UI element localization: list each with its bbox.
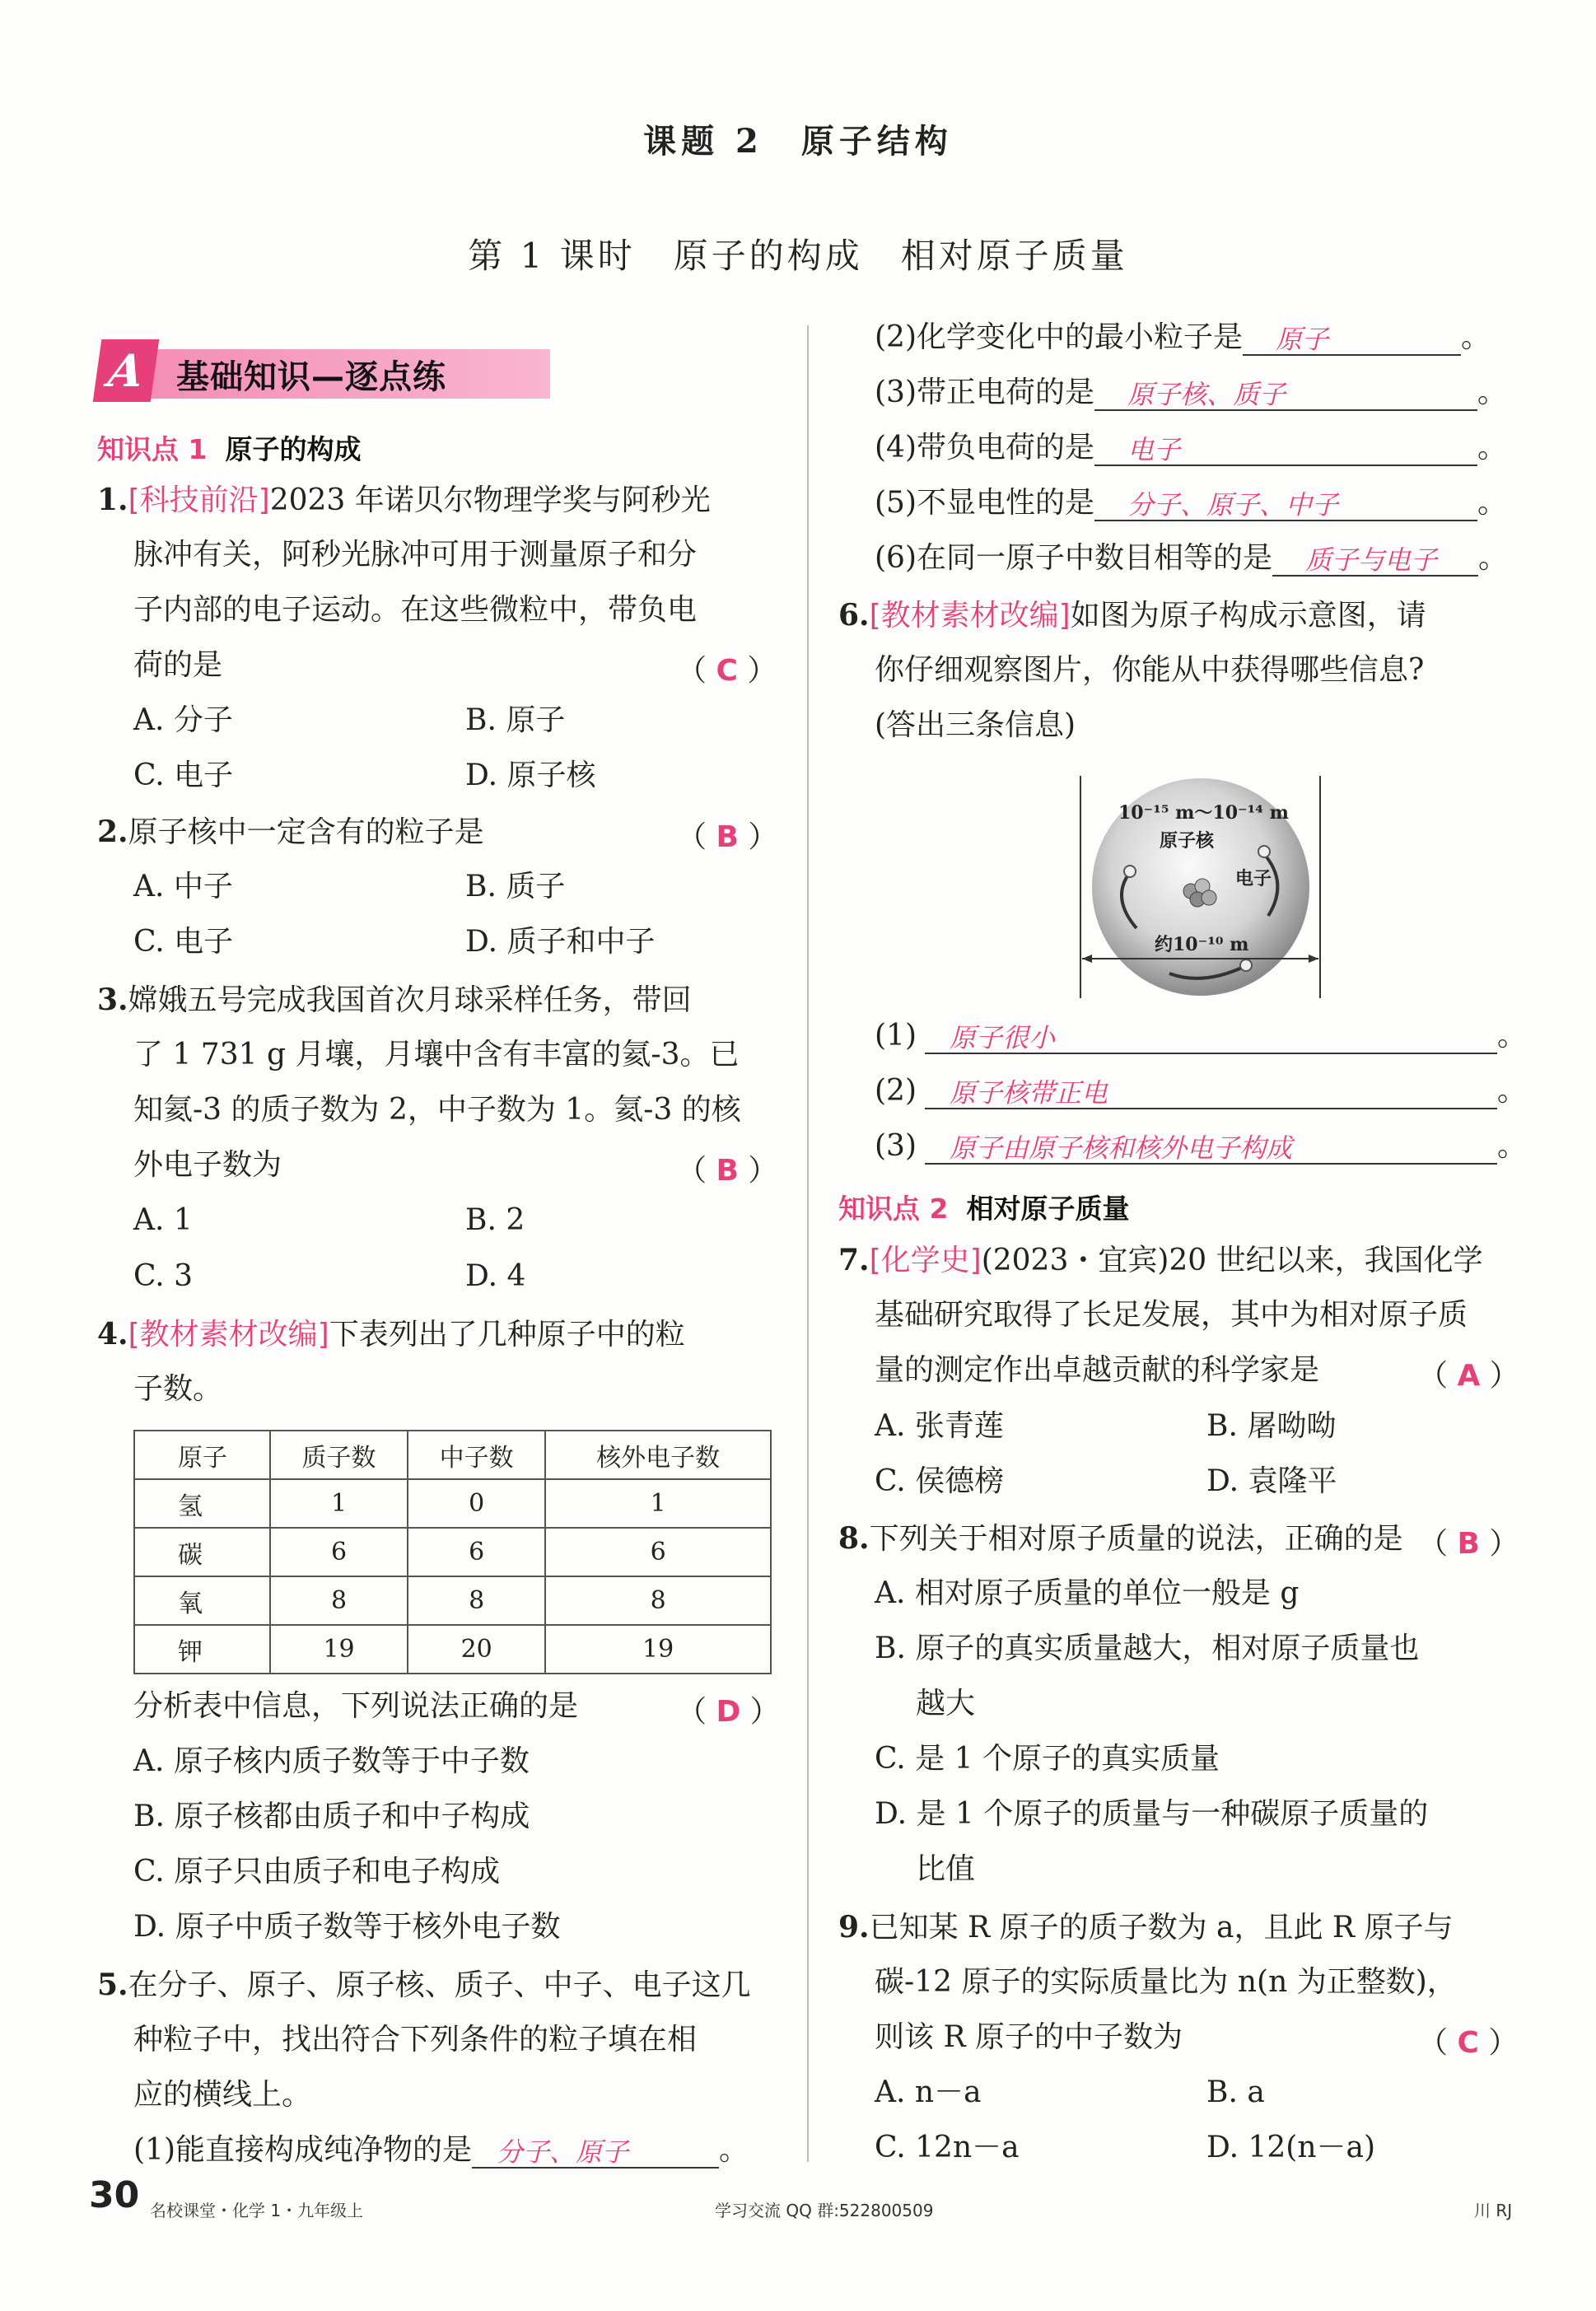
question-tag: [科技前沿] <box>128 483 270 517</box>
handwritten-answer: 电子 <box>1127 434 1181 465</box>
option: B. 屠呦呦 <box>1206 1409 1337 1443</box>
question-7: 7.[化学史](2023・宜宾)20 世纪以来，我国化学 <box>838 1243 1483 1277</box>
answer-blank <box>925 1020 1497 1054</box>
question-text: 则该 R 原子的中子数为 <box>875 2020 1183 2054</box>
table-row <box>134 1625 771 1674</box>
answer-blank <box>1094 376 1477 411</box>
particle-table <box>133 1430 772 1674</box>
fill-item: (2) 原子核带正电 。 <box>875 1074 1528 1109</box>
table-cell: 碳 <box>134 1528 270 1576</box>
question-text: (答出三条信息) <box>875 708 1076 742</box>
table-header-row <box>134 1431 771 1479</box>
fill-item: (3) 原子由原子核和核外电子构成 。 <box>875 1129 1528 1164</box>
handwritten-answer: 原子很小 <box>950 1022 1056 1053</box>
edition-mark: 川 RJ <box>1474 2201 1513 2220</box>
handwritten-answer: 分子、原子、中子 <box>1127 489 1339 521</box>
table-cell: 6 <box>545 1528 771 1576</box>
option: 越大 <box>916 1687 976 1720</box>
option: B. 质子 <box>465 870 566 903</box>
question-text: 基础研究取得了长足发展，其中为相对原子质 <box>875 1298 1468 1332</box>
option: D. 4 <box>465 1259 526 1293</box>
question-9: 9.已知某 R 原子的质子数为 a，且此 R 原子与 <box>838 1910 1454 1945</box>
section-title: 第 1 课时 原子的构成 相对原子质量 <box>468 236 1128 276</box>
answer-choice: B <box>716 820 739 854</box>
question-text: 荷的是 <box>133 648 223 682</box>
option: D. 袁隆平 <box>1206 1464 1337 1498</box>
answer-blank <box>925 1075 1497 1109</box>
table-row <box>134 1576 771 1625</box>
table-cell: 19 <box>270 1625 408 1674</box>
option: A. 1 <box>133 1203 193 1237</box>
answer-blank <box>1243 321 1461 356</box>
answer-choice: B <box>716 1154 739 1188</box>
question-text: 子内部的电子运动。在这些微粒中，带负电 <box>133 593 698 627</box>
banner-title: 基础知识—逐点练 <box>176 358 446 396</box>
question-8: 8.下列关于相对原子质量的说法，正确的是 <box>838 1521 1403 1556</box>
table-cell: 氢 <box>134 1479 270 1528</box>
table-cell: 19 <box>545 1625 771 1674</box>
option: D. 质子和中子 <box>465 925 656 959</box>
answer-choice: B <box>1457 1527 1480 1561</box>
option: A. 相对原子质量的单位一般是 g <box>875 1576 1300 1610</box>
banner-badge: A <box>93 339 160 402</box>
question-6: 6.[教材素材改编]如图为原子构成示意图，请 <box>838 598 1426 633</box>
answer-blank <box>925 1130 1497 1165</box>
question-3: 3.嫦娥五号完成我国首次月球采样任务，带回 <box>97 983 692 1017</box>
handwritten-answer: 原子 <box>1276 324 1329 355</box>
question-text: 知氦-3 的质子数为 2，中子数为 1。氦-3 的核 <box>133 1093 741 1127</box>
column-divider <box>807 325 809 2162</box>
answer-bracket: （ A ） <box>1418 1359 1519 1393</box>
answer-choice: C <box>1457 2026 1479 2060</box>
question-text: 你仔细观察图片，你能从中获得哪些信息? <box>875 653 1425 687</box>
book-title: 名校课堂・化学 1・九年级上 <box>150 2201 364 2220</box>
fill-item: (4)带负电荷的是 电子 。 <box>875 431 1508 465</box>
option: B. 原子 <box>465 703 566 737</box>
handwritten-answer: 质子与电子 <box>1305 544 1438 576</box>
answer-blank <box>472 2134 719 2169</box>
option: A. 分子 <box>133 703 233 737</box>
answer-bracket: （ B ） <box>677 820 778 854</box>
question-text: 外电子数为 <box>133 1148 282 1182</box>
lesson-title: 课题 2 原子结构 <box>643 122 953 161</box>
question-text: 脉冲有关，阿秒光脉冲可用于测量原子和分 <box>133 538 698 572</box>
question-text: 量的测定作出卓越贡献的科学家是 <box>875 1353 1320 1387</box>
table-cell: 1 <box>545 1479 771 1528</box>
option: D. 是 1 个原子的质量与一种碳原子质量的 <box>875 1797 1429 1831</box>
fill-item: (6)在同一原子中数目相等的是 质子与电子 。 <box>875 541 1509 576</box>
option: C. 电子 <box>133 759 234 792</box>
handwritten-answer: 原子由原子核和核外电子构成 <box>950 1132 1293 1164</box>
answer-bracket: （ B ） <box>677 1154 778 1188</box>
option: D. 原子中质子数等于核外电子数 <box>133 1910 561 1944</box>
kp-title: 原子的构成 <box>225 433 362 465</box>
option: A. 中子 <box>133 870 233 903</box>
nucleus-size-label: 10⁻¹⁵ m～10⁻¹⁴ m <box>1118 802 1289 824</box>
option: D. 12(n－a) <box>1206 2131 1376 2164</box>
fill-item: (1) 原子很小 。 <box>875 1019 1528 1053</box>
question-text: 种粒子中，找出符合下列条件的粒子填在相 <box>133 2023 698 2057</box>
kp-label: 知识点 1 <box>97 433 208 465</box>
nucleus-label: 原子核 <box>1160 830 1215 852</box>
fill-item: (2)化学变化中的最小粒子是 原子 。 <box>875 320 1491 355</box>
question-text: 应的横线上。 <box>133 2078 312 2112</box>
question-text: 分析表中信息，下列说法正确的是 <box>133 1689 579 1723</box>
question-tag: [教材素材改编] <box>869 599 1071 633</box>
answer-bracket: （ B ） <box>1418 1527 1519 1561</box>
option: B. a <box>1206 2075 1265 2109</box>
atom-size-label: 约10⁻¹⁰ m <box>1155 934 1249 955</box>
question-text: 子数。 <box>133 1372 223 1406</box>
knowledge-point-2 <box>838 1188 1129 1226</box>
question-tag: [化学史] <box>869 1244 982 1277</box>
option: B. 原子核都由质子和中子构成 <box>133 1800 530 1833</box>
table-row <box>134 1528 771 1576</box>
table-cell: 氧 <box>134 1576 270 1625</box>
answer-choice: D <box>716 1695 741 1729</box>
answer-choice: C <box>716 654 738 688</box>
answer-blank <box>1272 542 1478 577</box>
table-cell: 6 <box>408 1528 545 1576</box>
qq-group: 学习交流 QQ 群:522800509 <box>715 2201 934 2220</box>
table-cell: 8 <box>408 1576 545 1625</box>
option: B. 原子的真实质量越大，相对原子质量也 <box>875 1632 1420 1665</box>
kp-title: 相对原子质量 <box>966 1193 1130 1225</box>
table-cell: 20 <box>408 1625 545 1674</box>
option: C. 12n－a <box>875 2131 1020 2164</box>
handwritten-answer: 原子核、质子 <box>1127 379 1286 410</box>
atom-diagram <box>1079 776 1322 998</box>
column-header: 质子数 <box>270 1431 408 1479</box>
option: 比值 <box>916 1852 976 1886</box>
electron-label: 电子 <box>1235 868 1272 889</box>
answer-blank <box>1094 487 1477 521</box>
option: A. 原子核内质子数等于中子数 <box>133 1744 530 1778</box>
knowledge-point-1 <box>97 428 361 467</box>
option: C. 原子只由质子和电子构成 <box>133 1855 501 1888</box>
question-4: 4.[教材素材改编]下表列出了几种原子中的粒 <box>97 1317 685 1352</box>
answer-choice: A <box>1457 1359 1481 1393</box>
table-cell: 钾 <box>134 1625 270 1674</box>
answer-bracket: （ C ） <box>1418 2026 1519 2060</box>
column-header: 原子 <box>134 1431 270 1479</box>
question-text: 了 1 731 g 月壤，月壤中含有丰富的氦-3。已 <box>133 1038 740 1071</box>
column-header: 中子数 <box>408 1431 545 1479</box>
question-2: 2.原子核中一定含有的粒子是 <box>97 815 484 849</box>
fill-item: (3)带正电荷的是 原子核、质子 。 <box>875 376 1508 410</box>
option: D. 原子核 <box>465 759 596 792</box>
table-cell: 6 <box>270 1528 408 1576</box>
table-cell: 8 <box>545 1576 771 1625</box>
fill-item: (1)能直接构成纯净物的是 分子、原子 。 <box>133 2133 749 2168</box>
option: A. n－a <box>875 2075 982 2109</box>
section-banner <box>97 339 558 402</box>
kp-label: 知识点 2 <box>838 1193 949 1225</box>
answer-blank <box>1094 432 1477 466</box>
table-row <box>134 1479 771 1528</box>
table-cell: 8 <box>270 1576 408 1625</box>
handwritten-answer: 原子核带正电 <box>950 1077 1108 1109</box>
column-header: 核外电子数 <box>545 1431 771 1479</box>
question-5: 5.在分子、原子、原子核、质子、中子、电子这几 <box>97 1968 751 2002</box>
option: C. 是 1 个原子的真实质量 <box>875 1742 1220 1776</box>
option: B. 2 <box>465 1203 525 1237</box>
answer-bracket: （ C ） <box>677 654 777 688</box>
option: C. 侯德榜 <box>875 1464 1005 1498</box>
handwritten-answer: 分子、原子 <box>497 2136 629 2168</box>
question-1: 1.[科技前沿]2023 年诺贝尔物理学奖与阿秒光 <box>97 483 711 517</box>
option: C. 3 <box>133 1259 194 1293</box>
table-cell: 0 <box>408 1479 545 1528</box>
question-text: 碳-12 原子的实际质量比为 n(n 为正整数)， <box>875 1965 1457 1999</box>
page-number: 30 <box>89 2174 140 2216</box>
option: C. 电子 <box>133 925 234 959</box>
fill-item: (5)不显电性的是 分子、原子、中子 。 <box>875 486 1508 521</box>
option: A. 张青莲 <box>875 1409 1004 1443</box>
question-tag: [教材素材改编] <box>128 1318 329 1352</box>
table-cell: 1 <box>270 1479 408 1528</box>
answer-bracket: （ D ） <box>677 1695 780 1729</box>
